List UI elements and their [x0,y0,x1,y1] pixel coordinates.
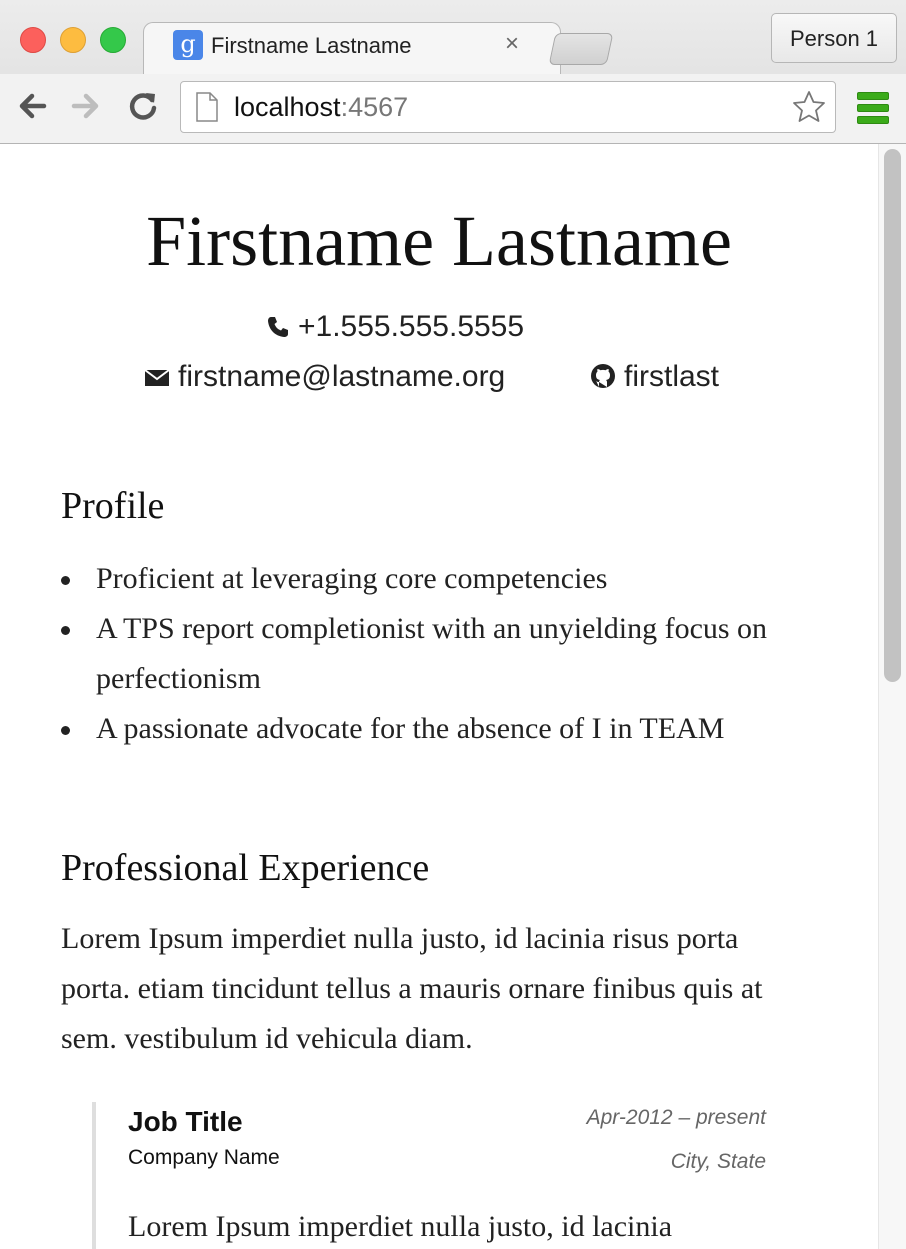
list-item-text: Proficient at leveraging core competencies [96,562,608,595]
resume-name: Firstname Lastname [146,201,732,281]
experience-intro: Lorem Ipsum imperdiet nulla justo, id lacinia risus porta porta. etiam tincidunt tellus a mauris ornare finibus quis at sem. vestibulum id vehicula diam. [61,922,763,1055]
forward-arrow-icon[interactable] [68,88,104,124]
scrollbar-thumb[interactable] [884,149,901,682]
job-location: City, State [670,1150,766,1173]
close-window-button[interactable] [20,27,46,53]
bookmark-star-icon[interactable] [791,89,827,130]
job-description: Lorem Ipsum imperdiet nulla justo, id lacinia [128,1210,673,1243]
url-text[interactable] [234,92,408,123]
reload-icon[interactable] [125,88,161,124]
minimize-window-button[interactable] [60,27,86,53]
job-title: Job Title [128,1106,243,1137]
url-port: :4567 [340,92,409,122]
contact-phone[interactable] [266,310,524,344]
list-item-text: A TPS report completionist with an unyielding focus on perfectionism [96,612,768,695]
github-icon [590,363,616,389]
list-item [61,604,781,704]
company-name: Company Name [128,1146,280,1169]
tab-title: Firstname Lastname [211,33,412,58]
url-host: localhost [234,92,341,122]
job-dates: Apr-2012 – present [586,1106,766,1129]
phone-icon [266,315,290,339]
contact-email[interactable] [144,360,505,394]
profile-heading: Profile [61,485,165,527]
maximize-window-button[interactable] [100,27,126,53]
list-item [61,704,781,754]
page-viewport [0,144,878,1249]
page-icon [195,92,219,127]
google-favicon-icon: g [173,30,203,60]
phone-text: +1.555.555.5555 [298,310,525,343]
email-text: firstname@lastname.org [178,360,506,393]
menu-hamburger-icon[interactable] [857,92,889,128]
back-arrow-icon[interactable] [14,88,50,124]
envelope-icon [144,367,170,389]
profile-button[interactable]: Person 1 [771,13,897,63]
list-item [61,554,781,604]
new-tab-button[interactable] [549,33,614,65]
list-item-text: A passionate advocate for the absence of I in TEAM [96,712,725,745]
tab-close-icon[interactable]: × [505,30,520,57]
experience-heading: Professional Experience [61,847,430,889]
github-text: firstlast [624,360,720,393]
profile-list [61,554,781,754]
contact-github[interactable] [590,360,719,394]
